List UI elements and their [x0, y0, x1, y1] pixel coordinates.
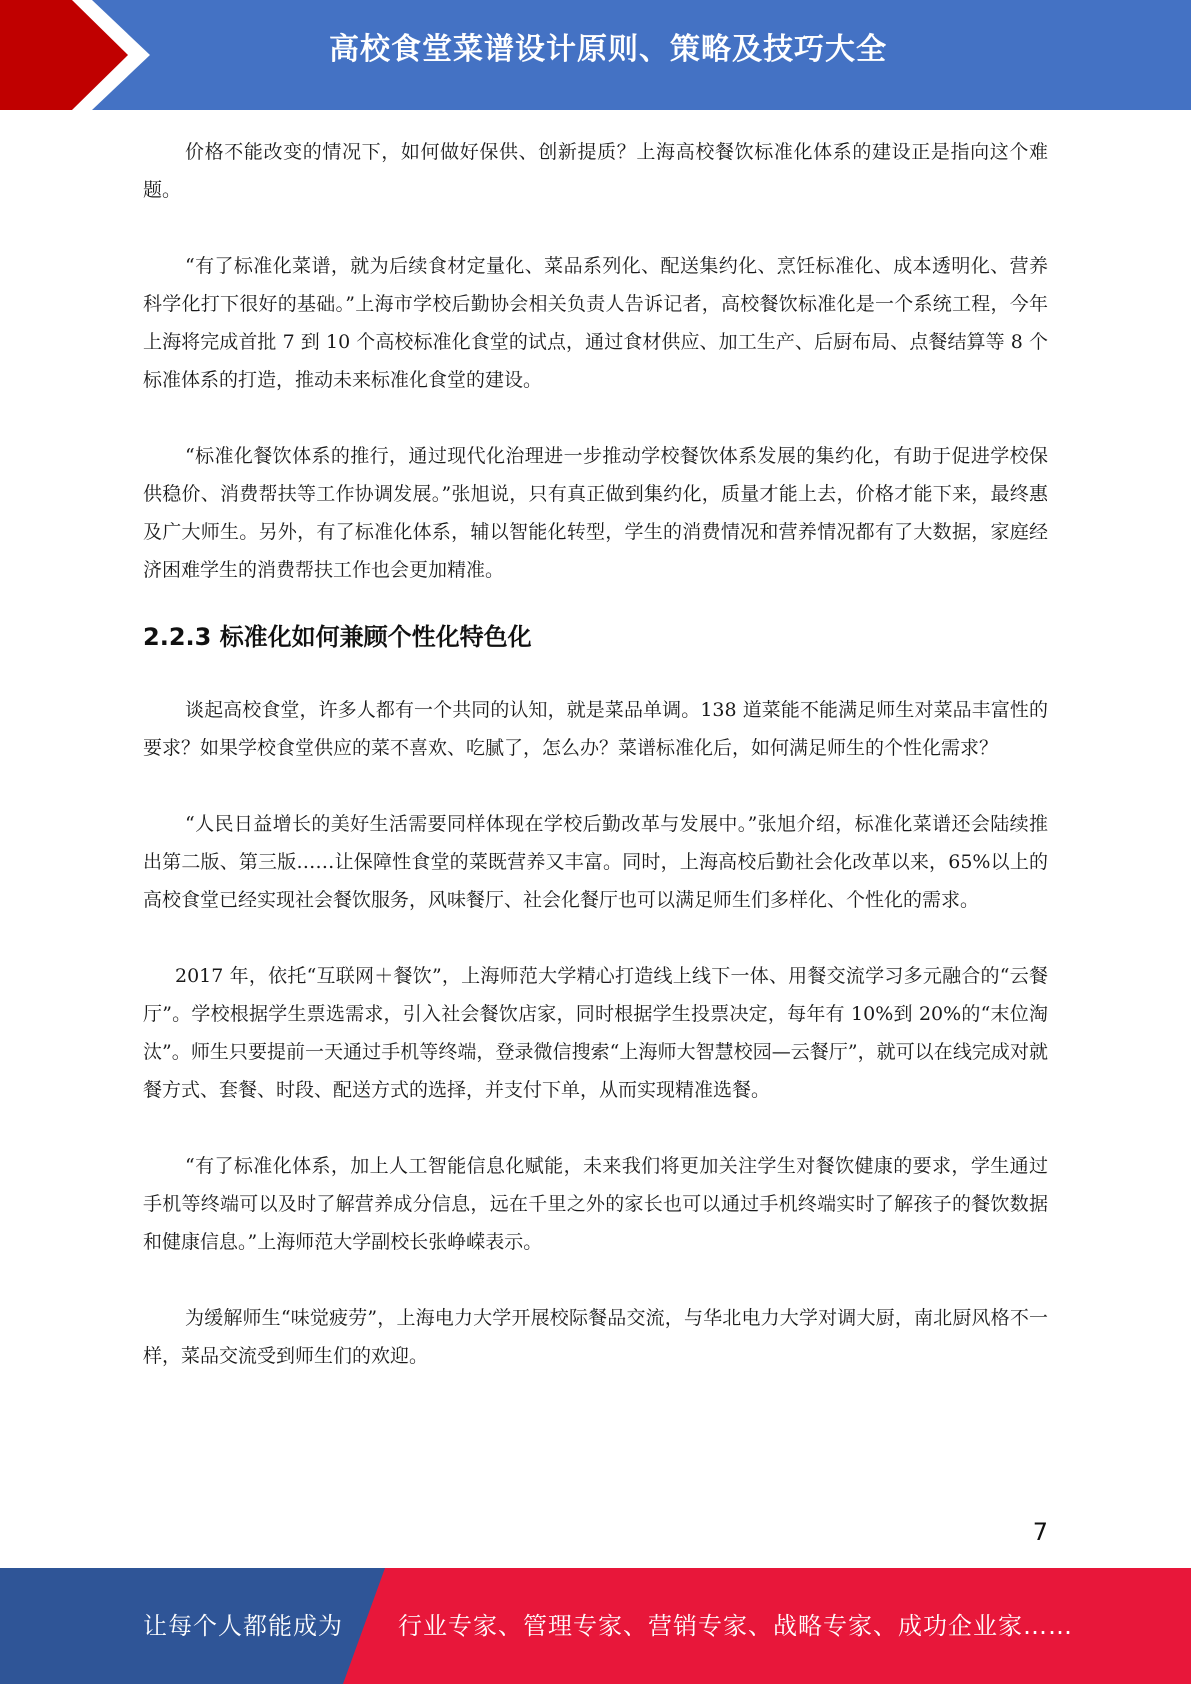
paragraph: “有了标准化菜谱，就为后续食材定量化、菜品系列化、配送集约化、烹饪标准化、成本透明化、营养科学化打下很好的基础。”上海市学校后勤协会相关负责人告诉记者，高校餐饮标准化是一个系统工程，今年上海将完成首批 7 到 10 个高校标准化食堂的试点，通过食材供应、加工生产、后厨布局、点餐结算等 8 个标准体系的打造，推动未来标准化食堂的建设。: [143, 255, 1048, 391]
paragraph: “有了标准化体系，加上人工智能信息化赋能，未来我们将更加关注学生对餐饮健康的要求，学生通过手机等终端可以及时了解营养成分信息，远在千里之外的家长也可以通过手机终端实时了解孩子的餐饮数据和健康信息。”上海师范大学副校长张峥嵘表示。: [143, 1155, 1048, 1253]
paragraph: “标准化餐饮体系的推行，通过现代化治理进一步推动学校餐饮体系发展的集约化，有助于促进学校保供稳价、消费帮扶等工作协调发展。”张旭说，只有真正做到集约化，质量才能上去，价格才能下来，最终惠及广大师生。另外，有了标准化体系，辅以智能化转型，学生的消费情况和营养情况都有了大数据，家庭经济困难学生的消费帮扶工作也会更加精准。: [143, 445, 1048, 581]
page-header: [0, 0, 1191, 110]
document-title: 高校食堂菜谱设计原则、策略及技巧大全: [329, 32, 887, 67]
section-heading: 2.2.3 标准化如何兼顾个性化特色化: [143, 623, 532, 651]
footer-slogan-right: 行业专家、管理专家、营销专家、战略专家、成功企业家……: [398, 1612, 1073, 1640]
page-number: 7: [1032, 1518, 1048, 1546]
paragraph: 谈起高校食堂，许多人都有一个共同的认知，就是菜品单调。138 道菜能不能满足师生对菜品丰富性的要求？如果学校食堂供应的菜不喜欢、吃腻了，怎么办？菜谱标准化后，如何满足师生的个性化需求？: [143, 699, 1048, 759]
page-footer: [0, 1568, 1191, 1684]
page-content: [143, 133, 1048, 1413]
paragraph: 价格不能改变的情况下，如何做好保供、创新提质？上海高校餐饮标准化体系的建设正是指向这个难题。: [143, 141, 1048, 201]
footer-slogan-left: 让每个人都能成为: [143, 1612, 343, 1640]
paragraph: 2017 年，依托“互联网＋餐饮”，上海师范大学精心打造线上线下一体、用餐交流学习多元融合的“云餐厅”。学校根据学生票选需求，引入社会餐饮店家，同时根据学生投票决定，每年有 10%到 20%的“末位淘汰”。师生只要提前一天通过手机等终端，登录微信搜索“上海师大智慧校园—云餐厅”，就可以在线完成对就餐方式、套餐、时段、配送方式的选择，并支付下单，从而实现精准选餐。: [143, 965, 1048, 1101]
paragraph: 为缓解师生“味觉疲劳”，上海电力大学开展校际餐品交流，与华北电力大学对调大厨，南北厨风格不一样，菜品交流受到师生们的欢迎。: [143, 1307, 1048, 1367]
paragraph: “人民日益增长的美好生活需要同样体现在学校后勤改革与发展中。”张旭介绍，标准化菜谱还会陆续推出第二版、第三版……让保障性食堂的菜既营养又丰富。同时，上海高校后勤社会化改革以来，65%以上的高校食堂已经实现社会餐饮服务，风味餐厅、社会化餐厅也可以满足师生们多样化、个性化的需求。: [143, 813, 1048, 911]
